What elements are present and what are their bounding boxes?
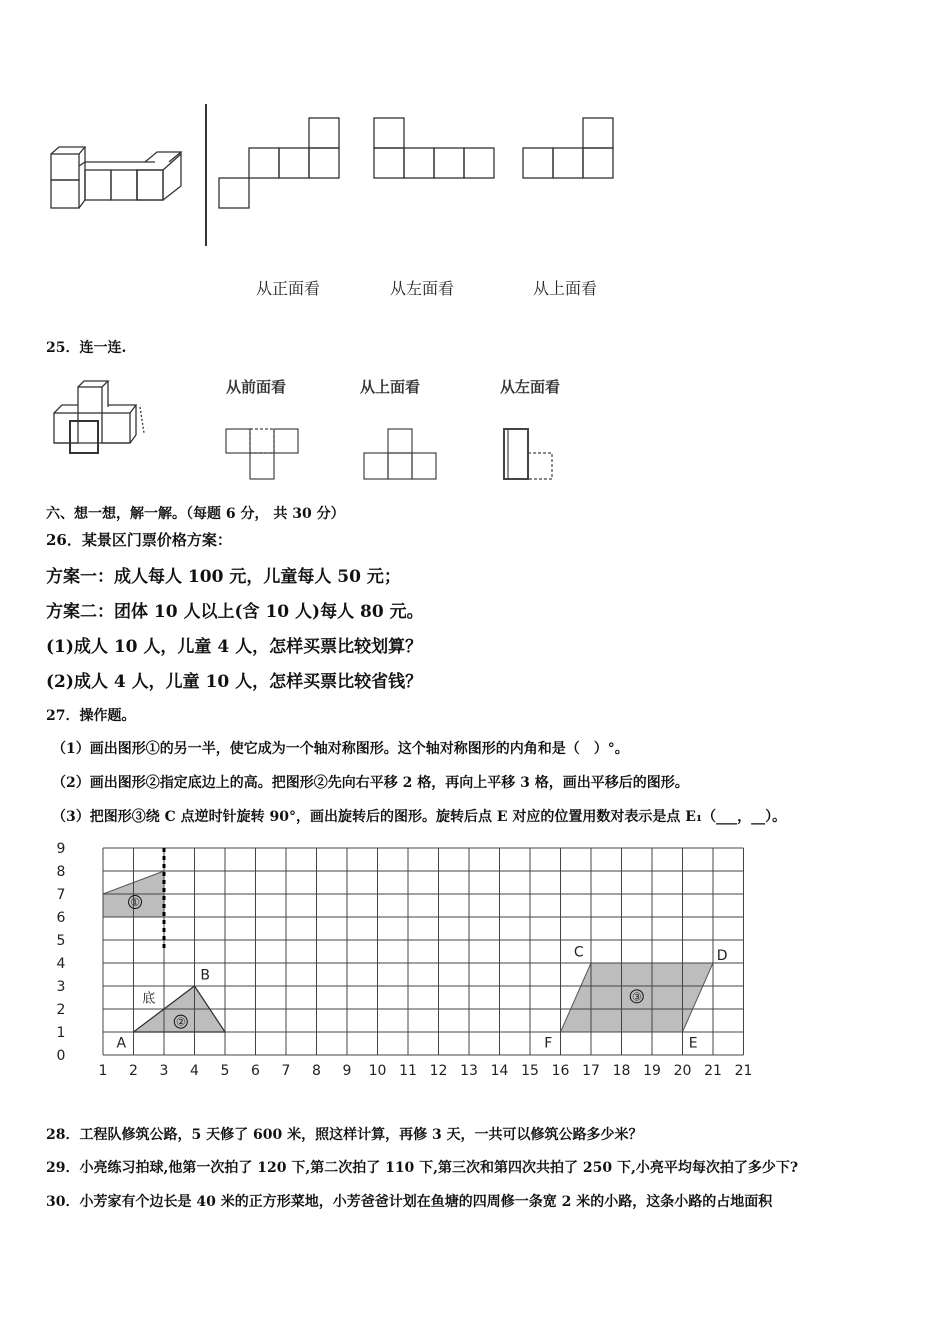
q24-label-top: 从上面看 — [533, 279, 598, 298]
x-tick-label: 21 — [704, 1063, 722, 1079]
q25-label-left: 从左面看 — [500, 378, 561, 396]
q26-line-2: 方案二：团体 10 人以上(含 10 人)每人 80 元。 — [46, 602, 424, 622]
x-tick-label: 1 — [98, 1063, 108, 1079]
point-e-label: E — [688, 1035, 698, 1052]
point-d-label: D — [716, 947, 728, 964]
x-tick-label: 17 — [582, 1063, 600, 1079]
x-tick-label: 11 — [399, 1063, 417, 1079]
shape-3-label: ③ — [631, 990, 642, 1004]
point-f-label: F — [544, 1035, 553, 1052]
q26-line-1: 方案一：成人每人 100 元，儿童每人 50 元； — [46, 567, 401, 587]
x-tick-label: 8 — [312, 1063, 321, 1079]
x-tick-label: 13 — [460, 1063, 478, 1079]
q26-line-3: (1)成人 10 人，儿童 4 人，怎样买票比较划算？ — [46, 637, 423, 657]
x-tick-label: 4 — [190, 1063, 199, 1079]
y-tick-label: 3 — [56, 979, 66, 995]
point-c-label: C — [573, 944, 584, 961]
q27-item-2: （2）画出图形②指定底边上的高。把图形②先向右平移 2 格，再向上平移 3 格，画出平移后的图形。 — [52, 775, 689, 791]
x-tick-label: 21 — [734, 1063, 753, 1079]
y-tick-label: 7 — [56, 887, 66, 903]
x-tick-label: 12 — [429, 1063, 448, 1079]
q26-title: 26．某景区门票价格方案： — [46, 531, 232, 549]
shape-2-label: ② — [175, 1015, 186, 1029]
section6-title: 六、想一想，解一解。（每题 6 分， 共 30 分） — [46, 506, 345, 522]
y-tick-label: 1 — [56, 1025, 66, 1041]
q24-label-left: 从左面看 — [390, 279, 455, 298]
x-tick-label: 3 — [159, 1063, 169, 1079]
x-tick-label: 7 — [281, 1063, 291, 1079]
x-tick-label: 15 — [521, 1063, 539, 1079]
q27-item-3: （3）把图形③绕 C 点逆时针旋转 90°，画出旋转后的图形。旋转后点 E 对应的位置用数对表示是点 E₁（___，__）。 — [52, 809, 787, 825]
y-tick-label: 5 — [56, 933, 66, 949]
y-tick-label: 9 — [56, 841, 66, 857]
point-b-label: B — [200, 967, 210, 984]
q30-text: 30．小芳家有个边长是 40 米的正方形菜地，小芳爸爸计划在鱼塘的四周修一条宽 2 米的小路，这条小路的占地面积 — [46, 1194, 773, 1210]
x-tick-label: 14 — [490, 1063, 509, 1079]
y-tick-label: 6 — [56, 910, 66, 926]
shape-1-label: ① — [130, 896, 140, 910]
q28-text: 28．工程队修筑公路，5 天修了 600 米，照这样计算，再修 3 天，一共可以修筑公路多少米？ — [46, 1127, 643, 1143]
point-a-label: A — [116, 1035, 127, 1052]
x-tick-label: 16 — [551, 1063, 570, 1079]
q26-line-4: (2)成人 4 人，儿童 10 人，怎样买票比较省钱？ — [46, 672, 423, 692]
x-tick-label: 2 — [129, 1063, 138, 1079]
q25-title: 25．连一连. — [46, 340, 127, 356]
y-tick-label: 4 — [56, 956, 66, 972]
x-tick-label: 5 — [220, 1063, 230, 1079]
base-label: 底 — [142, 991, 156, 1007]
q29-text: 29．小亮练习拍球,他第一次拍了 120 下,第二次拍了 110 下,第三次和第四次共拍了 250 下,小亮平均每次拍了多少下? — [46, 1160, 799, 1176]
x-tick-label: 9 — [342, 1063, 352, 1079]
q27-title: 27．操作题。 — [46, 708, 136, 724]
q25-label-front: 从前面看 — [226, 378, 287, 396]
q25-label-top: 从上面看 — [360, 378, 421, 396]
y-tick-label: 0 — [56, 1048, 66, 1064]
q27-item-1: （1）画出图形①的另一半，使它成为一个轴对称图形。这个轴对称图形的内角和是（ ）°。 — [52, 741, 629, 757]
x-tick-label: 10 — [368, 1063, 387, 1079]
y-tick-label: 2 — [56, 1002, 66, 1018]
x-tick-label: 18 — [612, 1063, 631, 1079]
x-tick-label: 6 — [251, 1063, 260, 1079]
x-tick-label: 19 — [643, 1063, 661, 1079]
q24-label-front: 从正面看 — [256, 279, 321, 298]
y-tick-label: 8 — [56, 864, 66, 880]
x-tick-label: 20 — [673, 1063, 692, 1079]
